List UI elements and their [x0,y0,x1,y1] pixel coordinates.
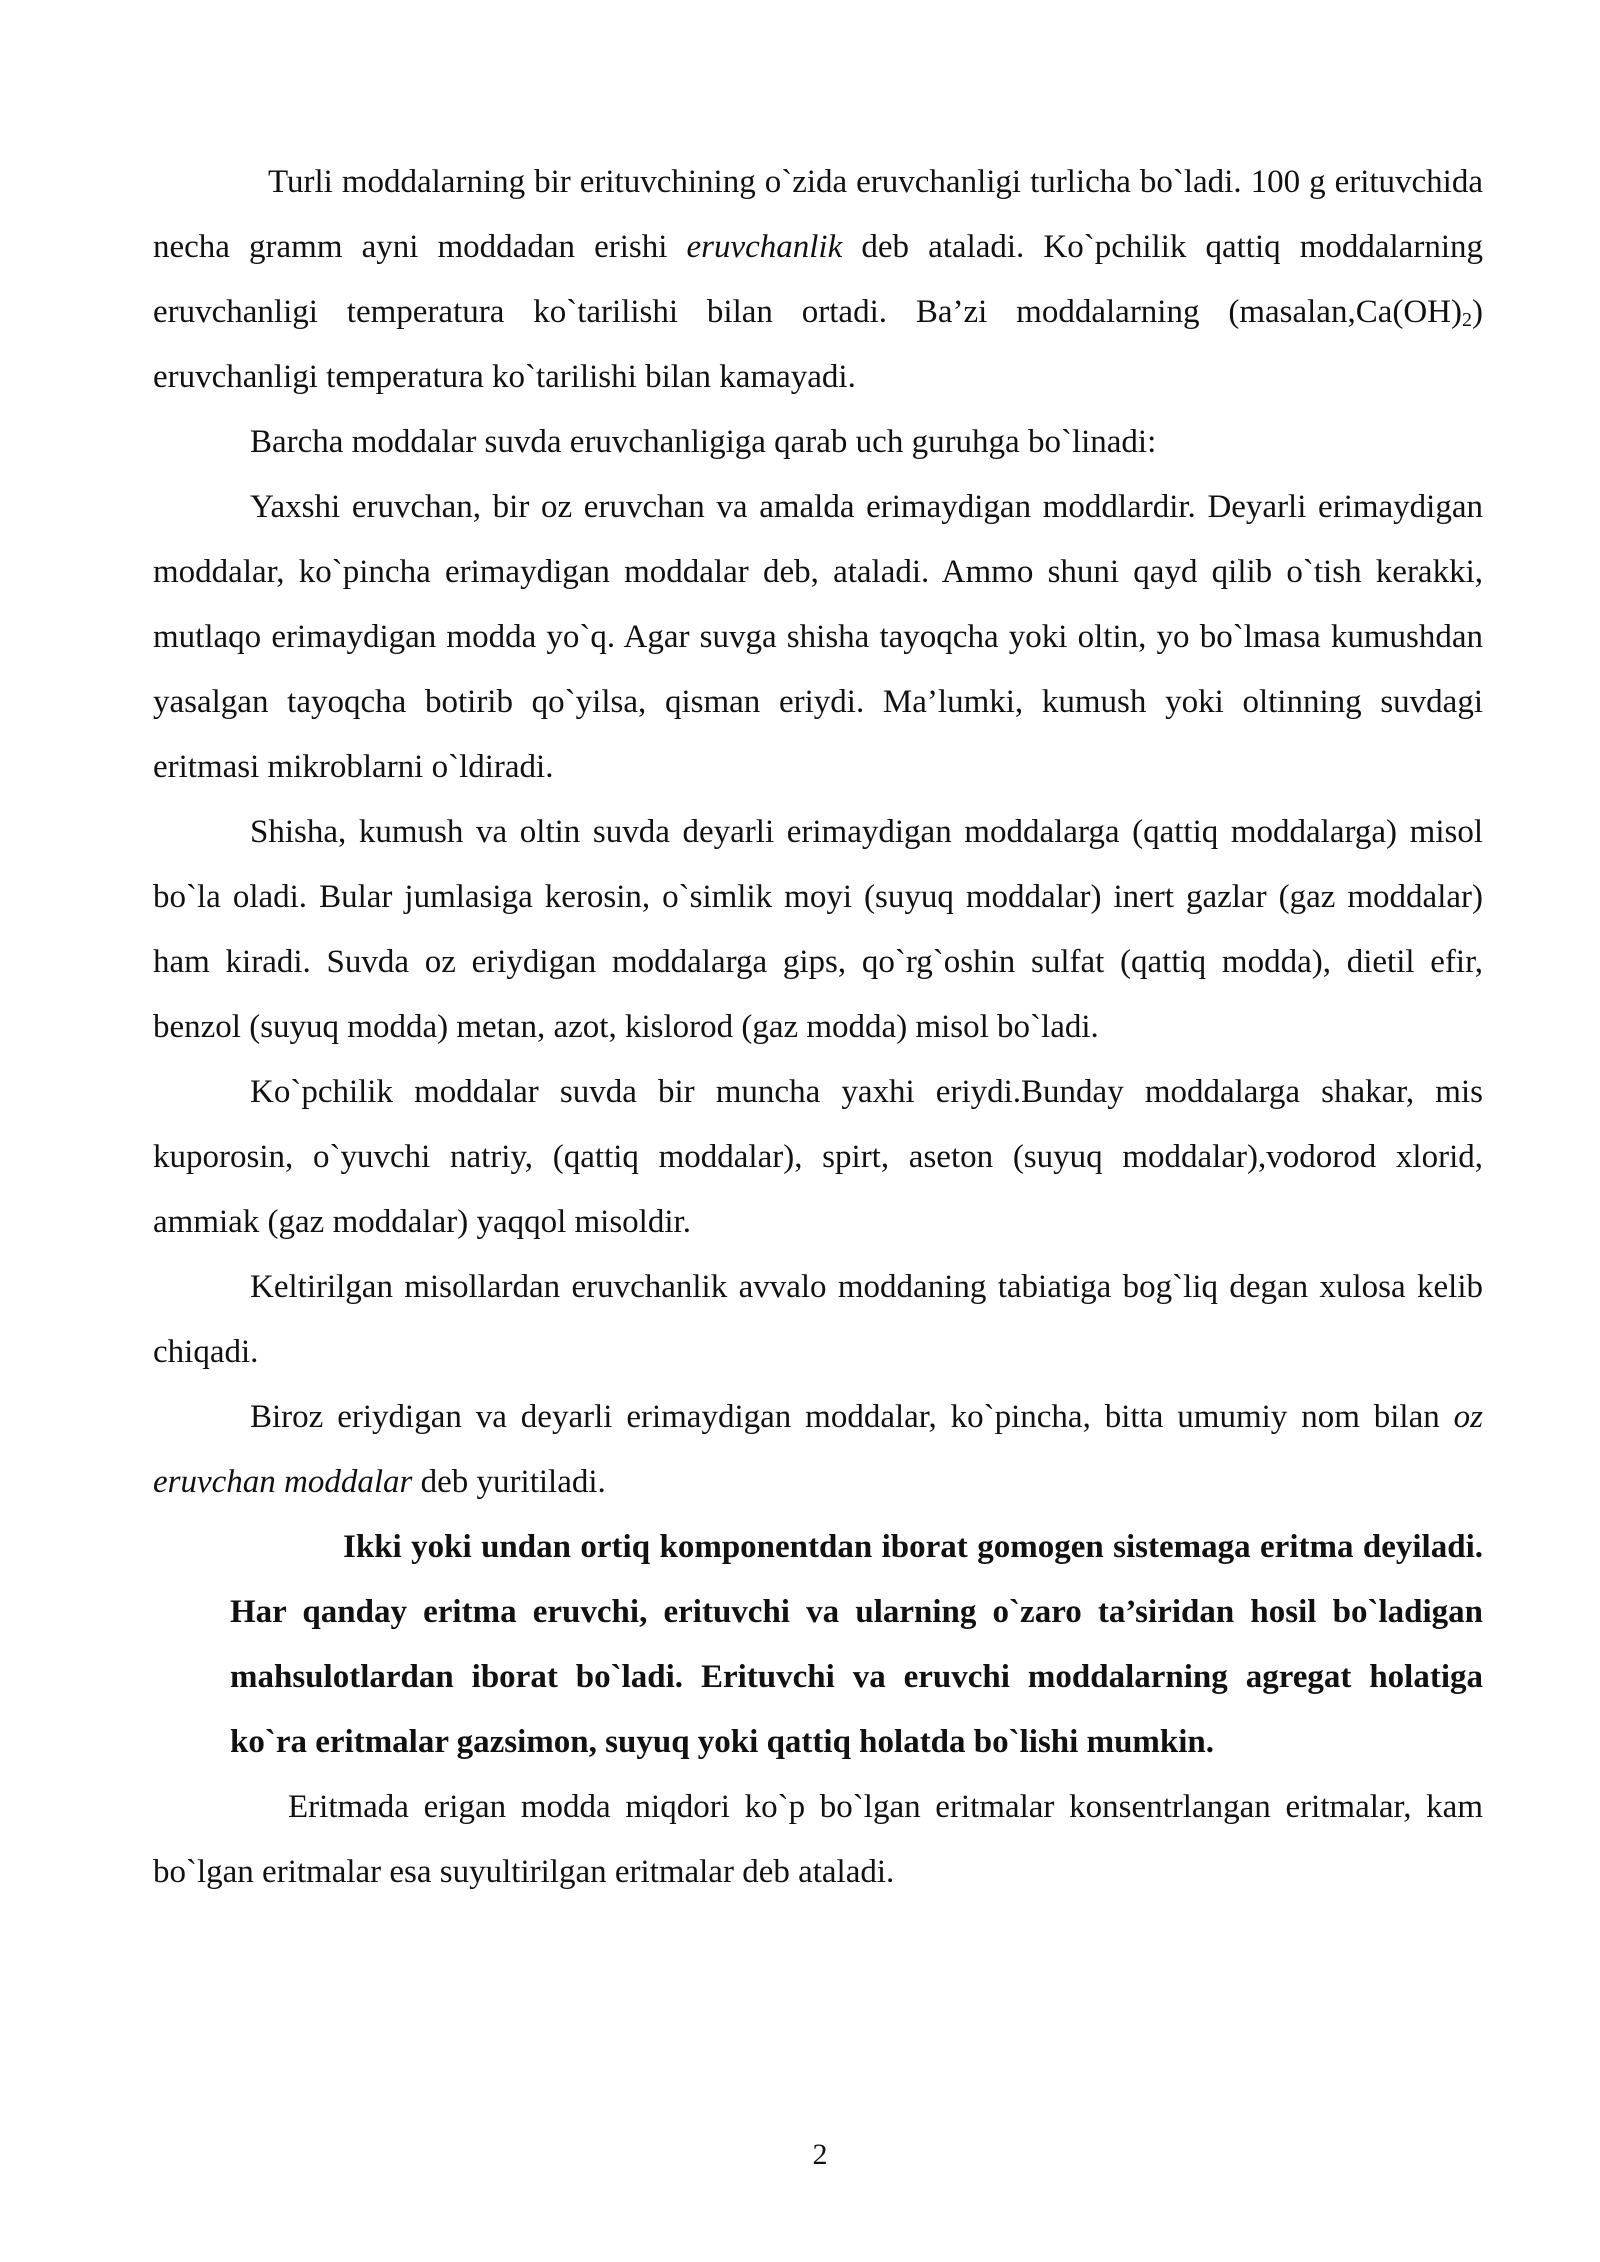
text-segment: Biroz eriydigan va deyarli erimaydigan moddalar, ko`pincha, bitta umumiy nom bilan [250,1399,1454,1435]
document-page [153,150,1483,1905]
paragraph-solubility-groups: Yaxshi eruvchan, bir oz eruvchan va amalda erimaydigan moddlardir. Deyarli erimaydigan moddalar, ko`pincha erimaydigan moddalar deb, ataladi. Ammo shuni qayd qilib o`tish kerakki, mutlaqo erimaydigan modda yo`q. Agar suvga shisha tayoqcha yoki oltin, yo bo`lmasa kumushdan yasalgan tayoqcha botirib qo`yilsa, qisman eriydi. Ma’lumki, kumush yoki oltinning suvdagi eritmasi mikroblarni o`ldiradi. [153,489,1483,785]
paragraph-concentration: Eritmada erigan modda miqdori ko`p bo`lgan eritmalar konsentrlangan eritmalar, kam bo`lgan eritmalar esa suyultirilgan eritmalar deb ataladi. [153,1789,1483,1890]
text-segment: deb yuritiladi. [412,1464,606,1500]
subscript-2: 2 [1462,309,1472,331]
solution-definition: Ikki yoki undan ortiq komponentdan iborat gomogen sistemaga eritma deyiladi. Har qanday eritma eruvchi, erituvchi va ularning o`zaro ta’siridan hosil bo`ladigan mahsulotlardan iborat bo`ladi. Erituvchi va eruvchi moddalarning agregat holatiga ko`ra eritmalar gazsimon, suyuq yoki qattiq holatda bo`lishi mumkin. [230,1529,1483,1760]
text-segment: deb ataladi. Ko`pchilik qattiq moddalarning eruvchanligi temperatura ko`tarilishi bilan ortadi. Ba’zi moddalarning (masalan,Ca(OH) [153,229,1483,330]
paragraph-soluble-examples: Ko`pchilik moddalar suvda bir muncha yaxhi eriydi.Bunday moddalarga shakar, mis kuporosin, o`yuvchi natriy, (qattiq moddalar), spirt, aseton (suyuq moddalar),vodorod xlorid, ammiak (gaz moddalar) yaqqol misoldir. [153,1074,1483,1240]
text-segment: Turli moddalarning bir erituvchining o`zida eruvchanligi turlicha bo`ladi. 100 g erituvchida necha gramm ayni moddadan erishi [153,164,1483,265]
page-number: 2 [812,2138,828,2171]
term-oz-eruvchan: oz eruvchan moddalar [153,1399,1483,1500]
paragraph-slightly-soluble [153,1385,1483,1515]
paragraph-solubility-definition [153,150,1483,410]
text-segment: ) eruvchanligi temperatura ko`tarilishi bilan kamayadi. [153,294,1483,395]
paragraph-conclusion: Keltirilgan misollardan eruvchanlik avvalo moddaning tabiatiga bog`liq degan xulosa kelib chiqadi. [153,1269,1483,1370]
term-eruvchanlik: eruvchanlik [686,229,843,265]
paragraph-insoluble-examples: Shisha, kumush va oltin suvda deyarli erimaydigan moddalarga (qattiq moddalarga) misol bo`la oladi. Bular jumlasiga kerosin, o`simlik moyi (suyuq moddalar) inert gazlar (gaz moddalar) ham kiradi. Suvda oz eriydigan moddalarga gips, qo`rg`oshin sulfat (qattiq modda), dietil efir, benzol (suyuq modda) metan, azot, kislorod (gaz modda) misol bo`ladi. [153,814,1483,1045]
paragraph-groups-intro: Barcha moddalar suvda eruvchanligiga qarab uch guruhga bo`linadi: [250,424,1157,460]
